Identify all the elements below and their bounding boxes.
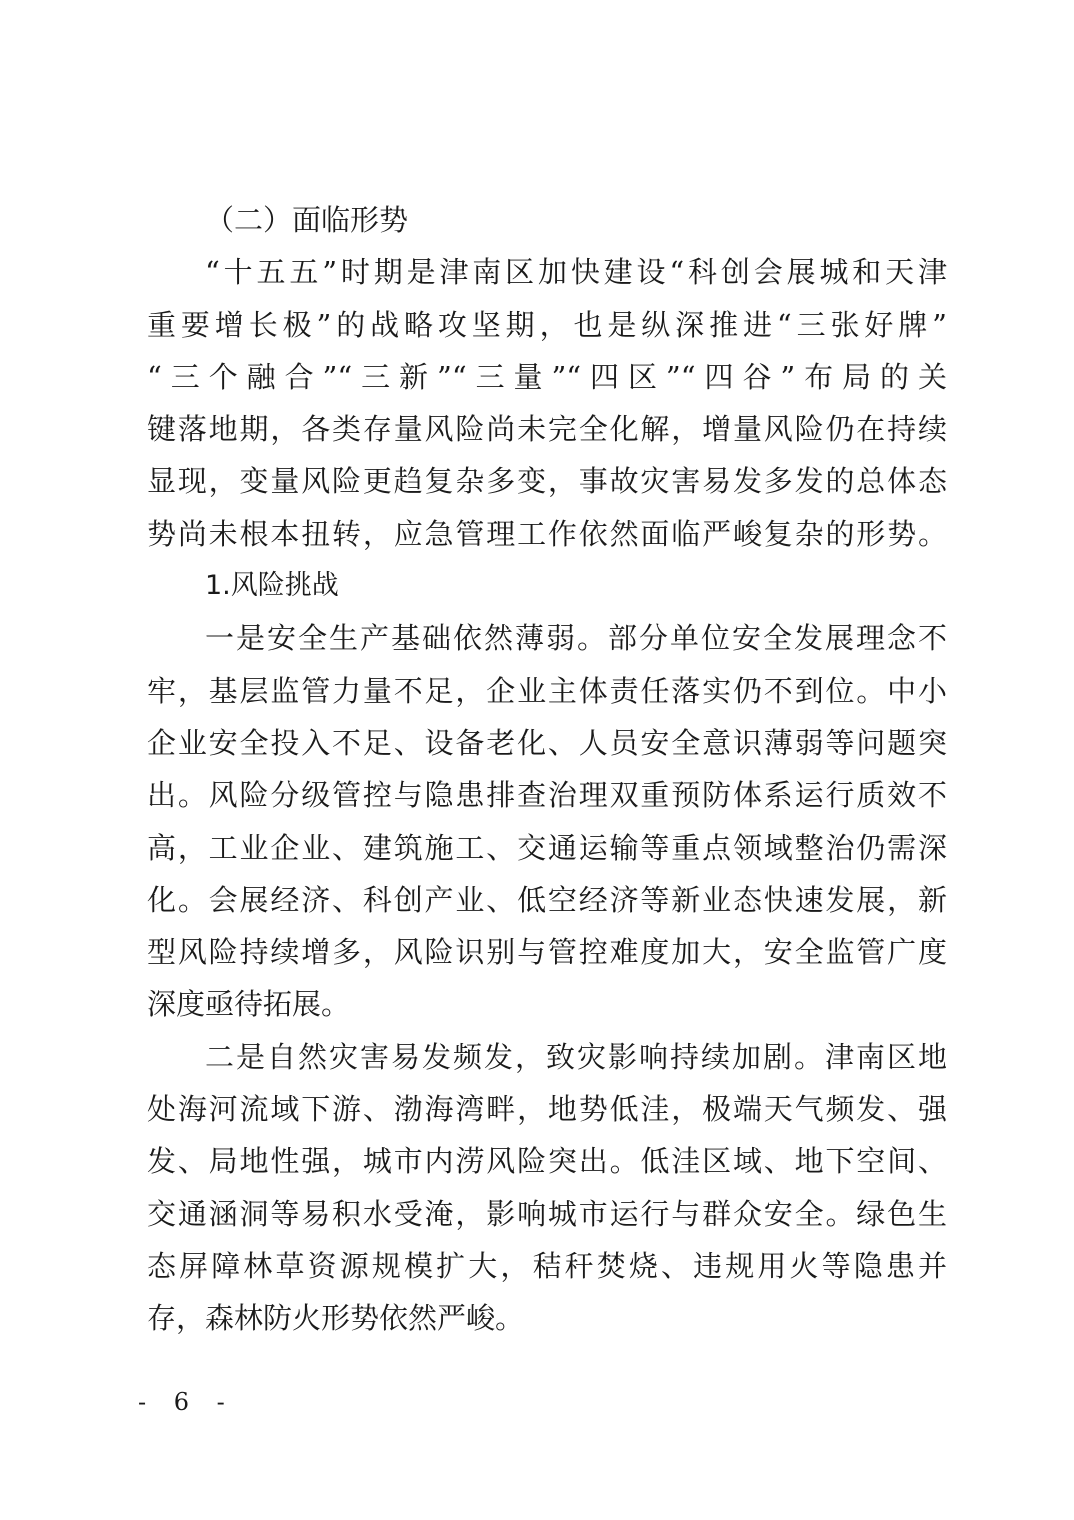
- text-line: 出。风险分级管控与隐患排查治理双重预防体系运行质效不: [147, 778, 947, 813]
- text-line: 企业安全投入不足、设备老化、人员安全意识薄弱等问题突: [147, 725, 947, 760]
- text-line: “十五五”时期是津南区加快建设“科创会展城和天津: [205, 255, 947, 290]
- text-line: 处海河流域下游、渤海湾畔，地势低洼，极端天气频发、强: [147, 1092, 947, 1127]
- text-line: 态屏障林草资源规模扩大，秸秆焚烧、违规用火等隐患并: [147, 1248, 947, 1283]
- text-line: 型风险持续增多，风险识别与管控难度加大，安全监管广度: [147, 935, 947, 970]
- paragraph-situation: [147, 246, 947, 560]
- text-line: 重要增长极”的战略攻坚期，也是纵深推进“三张好牌”: [147, 307, 947, 342]
- subsection-heading: 1.风险挑战: [205, 570, 339, 602]
- text-line: 存，森林防火形势依然严峻。: [147, 1301, 525, 1336]
- body-text: [147, 194, 947, 1345]
- text-line: 深度亟待拓展。: [147, 987, 351, 1022]
- text-line: 键落地期，各类存量风险尚未完全化解，增量风险仍在持续: [147, 412, 947, 447]
- text-line: “三个融合”“三新”“三量”“四区”“四谷”布局的关: [147, 359, 947, 394]
- text-line: 势尚未根本扭转，应急管理工作依然面临严峻复杂的形势。: [147, 516, 947, 551]
- section-heading: （二）面临形势: [205, 203, 409, 237]
- text-line: 牢，基层监管力量不足，企业主体责任落实仍不到位。中小: [147, 673, 947, 708]
- paragraph-natural-disasters: [147, 1031, 947, 1345]
- paragraph-safety-production: [147, 612, 947, 1030]
- text-line: 二是自然灾害易发频发，致灾影响持续加剧。津南区地: [205, 1039, 947, 1074]
- text-line: 一是安全生产基础依然薄弱。部分单位安全发展理念不: [205, 621, 947, 656]
- page-number: - 6 -: [138, 1388, 235, 1416]
- text-line: 发、局地性强，城市内涝风险突出。低洼区域、地下空间、: [147, 1144, 947, 1179]
- text-line: 化。会展经济、科创产业、低空经济等新业态快速发展，新: [147, 882, 947, 917]
- text-line: 高，工业企业、建筑施工、交通运输等重点领域整治仍需深: [147, 830, 947, 865]
- text-line: 显现，变量风险更趋复杂多变，事故灾害易发多发的总体态: [147, 464, 947, 499]
- text-line: 交通涵洞等易积水受淹，影响城市运行与群众安全。绿色生: [147, 1196, 947, 1231]
